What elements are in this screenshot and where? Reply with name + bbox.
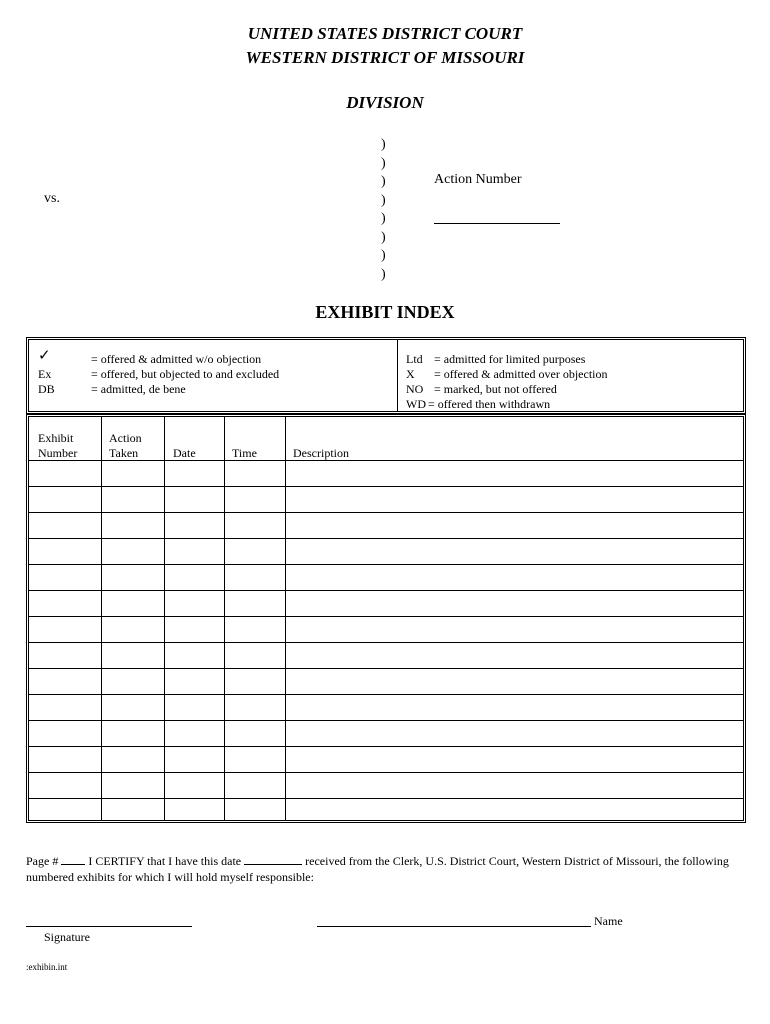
row-divider bbox=[29, 798, 743, 799]
row-divider bbox=[29, 772, 743, 773]
row-divider bbox=[29, 668, 743, 669]
col-action-taken-header bbox=[109, 431, 142, 461]
row-divider bbox=[29, 694, 743, 695]
vs-label: vs. bbox=[44, 191, 60, 206]
certify-text-b: received from the Clerk, U.S. District Court, Western District of Missouri, the following bbox=[305, 854, 729, 868]
row-divider bbox=[29, 720, 743, 721]
legend-desc: = offered & admitted w/o objection bbox=[91, 352, 262, 366]
row-divider bbox=[29, 538, 743, 539]
signature-label: Signature bbox=[44, 930, 90, 944]
legend-code: NO bbox=[406, 382, 424, 396]
certify-line-2: numbered exhibits for which I will hold myself responsible: bbox=[26, 870, 314, 884]
column-divider bbox=[285, 417, 286, 820]
legend-desc: = offered & admitted over objection bbox=[434, 367, 608, 381]
paren: ) bbox=[381, 192, 386, 208]
paren: ) bbox=[381, 155, 386, 171]
exhibit-table bbox=[26, 414, 746, 823]
header-text: Taken bbox=[109, 446, 139, 460]
row-divider bbox=[29, 642, 743, 643]
paren: ) bbox=[381, 248, 386, 263]
exhibit-index-title: EXHIBIT INDEX bbox=[315, 302, 455, 322]
legend-code: WD bbox=[406, 397, 426, 411]
legend-desc: = admitted for limited purposes bbox=[434, 352, 586, 366]
date-field[interactable] bbox=[244, 854, 302, 865]
page-number-label: Page # bbox=[26, 854, 59, 868]
legend-divider bbox=[397, 340, 398, 411]
col-description-header: Description bbox=[293, 446, 349, 460]
paren: ) bbox=[381, 137, 386, 152]
division-title: DIVISION bbox=[346, 93, 424, 112]
certify-text-a: I CERTIFY that I have this date bbox=[88, 854, 242, 868]
column-divider bbox=[101, 417, 102, 820]
form-code: :exhibin.int bbox=[26, 962, 68, 972]
row-divider bbox=[29, 616, 743, 617]
paren: ) bbox=[381, 174, 386, 189]
legend-code: Ex bbox=[38, 367, 52, 381]
legend-desc: = offered, but objected to and excluded bbox=[91, 367, 280, 381]
header-text: Action bbox=[109, 431, 142, 445]
legend-code: X bbox=[406, 367, 415, 381]
action-number-label: Action Number bbox=[434, 172, 522, 187]
action-number-field[interactable] bbox=[434, 223, 560, 224]
col-time-header: Time bbox=[232, 446, 257, 460]
check-icon: ✓ bbox=[38, 348, 51, 364]
column-divider bbox=[164, 417, 165, 820]
legend-desc: = marked, but not offered bbox=[434, 382, 557, 396]
signature-field[interactable] bbox=[26, 926, 192, 927]
court-title: UNITED STATES DISTRICT COURT bbox=[247, 24, 523, 43]
legend-box bbox=[26, 337, 746, 414]
header-text: Number bbox=[38, 446, 78, 460]
col-date-header: Date bbox=[173, 446, 196, 460]
row-divider bbox=[29, 564, 743, 565]
row-divider bbox=[29, 746, 743, 747]
header-text: Exhibit bbox=[38, 431, 74, 445]
legend-code: DB bbox=[38, 382, 55, 396]
paren: ) bbox=[381, 211, 386, 226]
certify-line-1 bbox=[26, 853, 756, 869]
column-divider bbox=[224, 417, 225, 820]
name-label: Name bbox=[594, 914, 623, 928]
row-divider bbox=[29, 460, 743, 461]
row-divider bbox=[29, 512, 743, 513]
paren: ) bbox=[381, 266, 386, 282]
row-divider bbox=[29, 590, 743, 591]
name-field[interactable] bbox=[317, 926, 591, 927]
paren: ) bbox=[381, 229, 386, 245]
legend-desc: = admitted, de bene bbox=[91, 382, 186, 396]
district-title: WESTERN DISTRICT OF MISSOURI bbox=[245, 48, 525, 67]
page-number-field[interactable] bbox=[61, 854, 85, 865]
row-divider bbox=[29, 486, 743, 487]
certify-paragraph bbox=[26, 853, 756, 885]
caption-parens bbox=[381, 136, 386, 284]
legend-desc: = offered then withdrawn bbox=[428, 397, 551, 411]
legend-code: Ltd bbox=[406, 352, 423, 366]
col-exhibit-number-header bbox=[38, 431, 77, 461]
